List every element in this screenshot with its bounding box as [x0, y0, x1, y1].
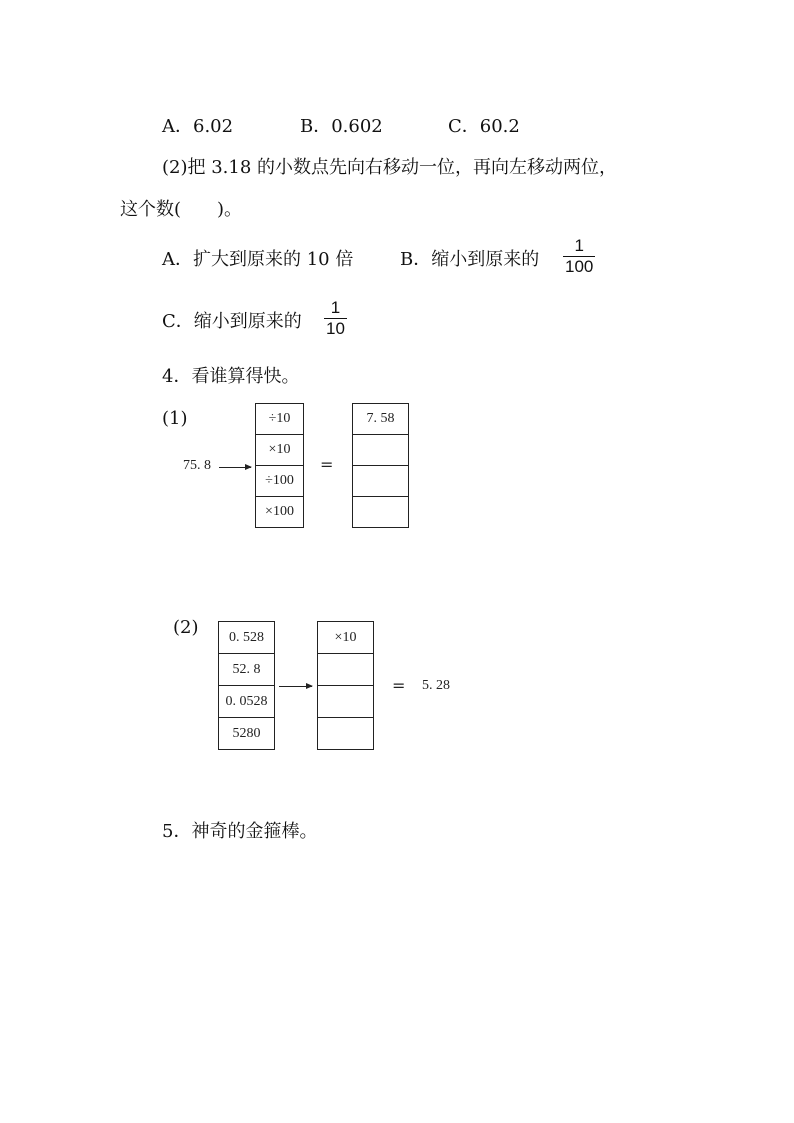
part1-result-cell: 7. 58: [353, 404, 408, 435]
part2-input-cell: 0. 528: [219, 622, 274, 654]
part2-result-value: 5. 28: [422, 678, 450, 693]
part2-option-c: C．缩小到原来的: [162, 311, 302, 332]
part2-op-cell[interactable]: [318, 718, 373, 750]
part1-label: (1): [162, 408, 188, 429]
part1-op-cell: ÷100: [256, 466, 303, 497]
part1-op-cell: ×10: [256, 435, 303, 466]
fraction-numerator: 1: [574, 236, 584, 255]
part2-question-line1: (2)把 3.18 的小数点先向右移动一位，再向左移动两位，: [162, 157, 618, 178]
part1-result-cell[interactable]: [353, 466, 408, 497]
fraction-one-hundredth: [563, 236, 595, 277]
part2-option-a: A．扩大到原来的 10 倍: [162, 249, 354, 270]
question-5-title: 5．神奇的金箍棒。: [162, 821, 318, 842]
equals-sign: =: [392, 676, 406, 695]
part1-op-cell: ÷10: [256, 404, 303, 435]
part2-option-b: B．缩小到原来的: [400, 249, 540, 270]
question-4-title: 4．看谁算得快。: [162, 366, 300, 387]
part1-result-cell[interactable]: [353, 497, 408, 528]
part2-op-cell: ×10: [318, 622, 373, 654]
arrow-icon: [279, 686, 312, 687]
part2-label: (2): [173, 617, 199, 638]
equals-sign: =: [320, 455, 334, 474]
part2-operations-column: [317, 621, 374, 750]
option-a-6-02: A．6.02: [162, 116, 234, 137]
part2-input-cell: 0. 0528: [219, 686, 274, 718]
part1-result-cell[interactable]: [353, 435, 408, 466]
part1-results-column: [352, 403, 409, 528]
fraction-numerator: 1: [330, 298, 341, 317]
part2-op-cell[interactable]: [318, 686, 373, 718]
option-b-0-602: B．0.602: [300, 116, 383, 137]
part2-op-cell[interactable]: [318, 654, 373, 686]
part2-input-cell: 52. 8: [219, 654, 274, 686]
fraction-denominator: 10: [326, 319, 345, 338]
arrow-icon: [219, 467, 251, 468]
fraction-one-tenth: [324, 298, 347, 339]
fraction-denominator: 100: [565, 257, 594, 276]
part2-input-cell: 5280: [219, 718, 274, 750]
part2-inputs-column: [218, 621, 275, 750]
part1-operations-column: [255, 403, 304, 528]
part2-question-line2: 这个数( )。: [120, 199, 243, 220]
part1-op-cell: ×100: [256, 497, 303, 528]
option-c-60-2: C．60.2: [448, 116, 520, 137]
part1-input-value: 75. 8: [183, 458, 211, 473]
